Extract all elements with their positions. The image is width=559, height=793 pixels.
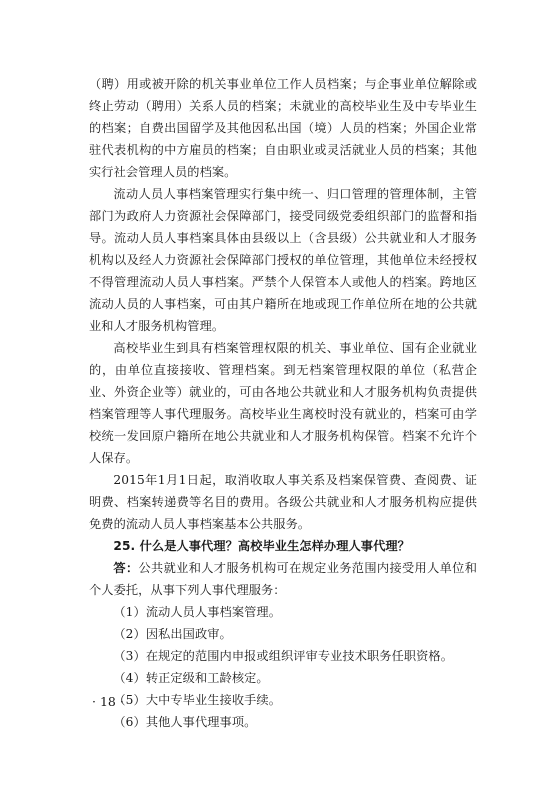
page-number: · 18 ·	[92, 694, 124, 709]
list-item: （6）其他人事代理事项。	[113, 715, 257, 729]
answer-paragraph	[89, 557, 477, 601]
paragraph-management-system: 流动人员人事档案管理实行集中统一、归口管理的管理体制，主管部门为政府人力资源社会保障部门，接受同级党委组织部门的监督和指导。流动人员人事档案具体由县级以上（含县级）公共就业和人才服务机构以及经人力资源社会保障部门授权的单位管理，其他单位未经授权不得管理流动人员人事档案。严禁个人保管本人或他人的档案。跨地区流动人员的人事档案，可由其户籍所在地或现工作单位所在地的公共就业和人才服务机构管理。	[89, 187, 477, 333]
list-item: （4）转正定级和工龄核定。	[113, 671, 269, 685]
paragraph-graduate-archives: 高校毕业生到具有档案管理权限的机关、事业单位、国有企业就业的，由单位直接接收、管理档案。到无档案管理权限的单位（私营企业、外资企业等）就业的，可由各地公共就业和人才服务机构负责提供档案管理等人事代理服务。高校毕业生离校时没有就业的，档案可由学校统一发回原户籍所在地公共就业和人才服务机构保管。档案不允许个人保存。	[89, 341, 477, 465]
list-item: （5）大中专毕业生接收手续。	[113, 693, 281, 707]
paragraph-fee-policy: 2015年1月1日起，取消收取人事关系及档案保管费、查阅费、证明费、档案转递费等名目的费用。各级公共就业和人才服务机构应提供免费的流动人员人事档案基本公共服务。	[89, 473, 477, 531]
list-item: （3）在规定的范围内申报或组织评审专业技术职务任职资格。	[113, 649, 454, 663]
list-item: （2）因私出国政审。	[113, 627, 232, 641]
answer-text: 公共就业和人才服务机构可在规定业务范围内接受用人单位和个人委托，从事下列人事代理服务：	[89, 561, 478, 597]
paragraph-archive-types: （聘）用或被开除的机关事业单位工作人员档案；与企事业单位解除或终止劳动（聘用）关系人员的档案；未就业的高校毕业生及中专毕业生的档案；自费出国留学及其他因私出国（境）人员的档案；外国企业常驻代表机构的中方雇员的档案；自由职业或灵活就业人员的档案；其他实行社会管理人员的档案。	[89, 77, 477, 179]
list-item: （1）流动人员人事档案管理。	[113, 605, 281, 619]
question-heading: 25. 什么是人事代理？高校毕业生怎样办理人事代理？	[113, 539, 410, 553]
page-body	[89, 73, 477, 733]
answer-label: 答：	[113, 561, 139, 575]
